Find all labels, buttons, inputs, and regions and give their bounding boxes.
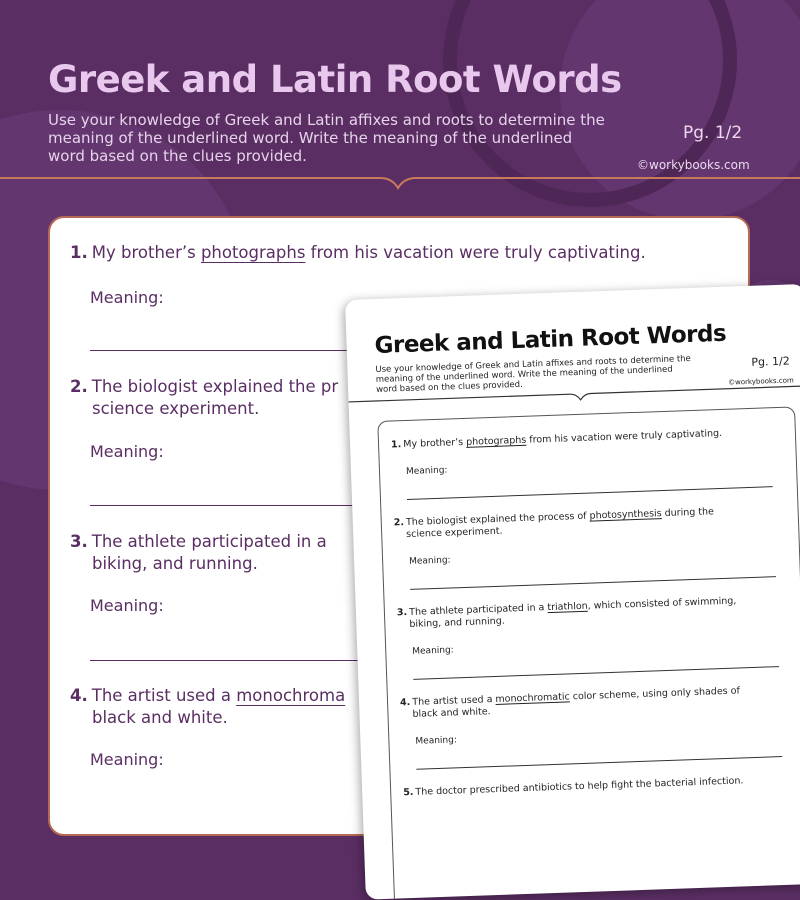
instructions-text: Use your knowledge of Greek and Latin affixes and roots to determine the meaning of the underlined word. Write the meaning of the underlined word based on the clues provided.: [48, 111, 605, 165]
question-1: 1. My brother’s photographs from his vacation were truly captivating.: [70, 243, 646, 262]
meaning-label: Meaning:: [90, 442, 164, 461]
preview-meaning-label: Meaning:: [405, 465, 448, 477]
header-divider: [0, 168, 800, 198]
preview-page-number: Pg. 1/2: [751, 354, 790, 369]
preview-title: Greek and Latin Root Words: [374, 320, 727, 359]
credit-text: ©workybooks.com: [637, 158, 750, 172]
meaning-label: Meaning:: [90, 596, 164, 615]
preview-instructions: Use your knowledge of Greek and Latin affixes and roots to determine the meaning of the underlined word. Write the meaning of the underlined word based on the clues provided.: [375, 353, 692, 395]
preview-question-2: 2. The biologist explained the process of photosynthesis during the science experiment.: [393, 506, 715, 541]
question-3: 3. The athlete participated in a biking, and running.: [70, 532, 327, 573]
page-number: Pg. 1/2: [683, 123, 743, 143]
underlined-word: monochroma: [236, 686, 346, 705]
preview-answer-line: [407, 486, 773, 500]
meaning-label: Meaning:: [90, 750, 164, 769]
question-4: 4. The artist used a monochroma black and white.: [70, 686, 346, 727]
meaning-label: Meaning:: [90, 288, 164, 307]
question-2: 2. The biologist explained the pr science experiment.: [70, 377, 339, 418]
preview-question-1: 1. My brother’s photographs from his vacation were truly captivating.: [390, 427, 723, 451]
preview-question-3: 3. The athlete participated in a triathlon, which consisted of swimming, biking, and running.: [396, 595, 737, 630]
preview-question-5: 5. The doctor prescribed antibiotics to help fight the bacterial infection.: [403, 775, 744, 799]
preview-meaning-label: Meaning:: [415, 735, 458, 747]
preview-meaning-label: Meaning:: [412, 645, 454, 657]
underlined-word: photographs: [200, 243, 306, 262]
preview-answer-line: [413, 666, 779, 680]
page-title: Greek and Latin Root Words: [48, 58, 622, 101]
preview-card: [377, 406, 800, 899]
preview-question-4: 4. The artist used a monochromatic color scheme, using only shades of black and white.: [399, 685, 741, 720]
preview-answer-line: [410, 576, 776, 590]
preview-meaning-label: Meaning:: [409, 555, 451, 567]
header: [0, 0, 800, 200]
worksheet-preview: [345, 284, 800, 900]
preview-answer-line: [416, 756, 782, 770]
preview-credit: ©workybooks.com: [727, 376, 794, 387]
